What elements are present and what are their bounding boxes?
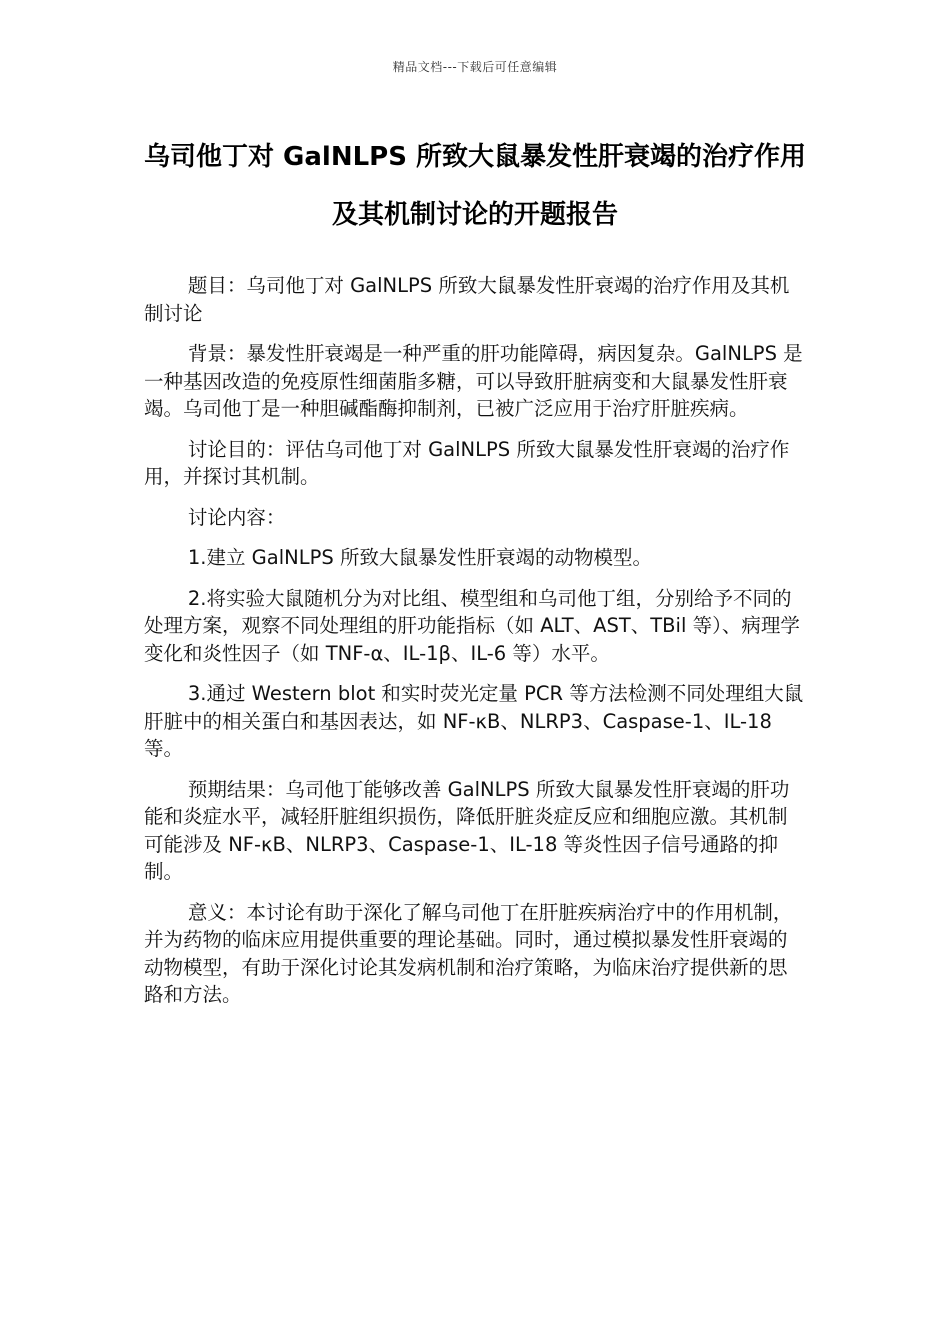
paragraph-topic: 题目：乌司他丁对 GalNLPS 所致大鼠暴发性肝衰竭的治疗作用及其机制讨论 (144, 274, 790, 325)
document-title: 乌司他丁对 GalNLPS 所致大鼠暴发性肝衰竭的治疗作用及其机制讨论的开题报告 (143, 142, 806, 230)
paragraph-content-item-1: 1.建立 GalNLPS 所致大鼠暴发性肝衰竭的动物模型。 (187, 546, 652, 569)
paragraph-expected-results: 预期结果：乌司他丁能够改善 GalNLPS 所致大鼠暴发性肝衰竭的肝功能和炎症水平，减轻肝脏组织损伤，降低肝脏炎症反应和细胞应激。其机制可能涉及 NF-κB、NLRP3、Caspase-1、IL-18 等炎性因子信号通路的抑制。 (144, 777, 790, 883)
paragraph-content-item-3: 3.通过 Western blot 和实时荧光定量 PCR 等方法检测不同处理组大鼠肝脏中的相关蛋白和基因表达，如 NF-κB、NLRP3、Caspase-1、IL-18 等。 (144, 682, 804, 760)
paragraph-significance: 意义：本讨论有助于深化了解乌司他丁在肝脏疾病治疗中的作用机制，并为药物的临床应用提供重要的理论基础。同时，通过模拟暴发性肝衰竭的动物模型，有助于深化讨论其发病机制和治疗策略，为临床治疗提供新的思路和方法。 (144, 900, 793, 1006)
page-header: 精品文档---下载后可任意编辑 (392, 60, 558, 74)
document-body (144, 272, 806, 1022)
paragraph-content-heading: 讨论内容： (187, 505, 286, 529)
paragraph-background: 背景：暴发性肝衰竭是一种严重的肝功能障碍，病因复杂。GalNLPS 是一种基因改造的免疫原性细菌脂多糖，可以导致肝脏病变和大鼠暴发性肝衰竭。乌司他丁是一种胆碱酯酶抑制剂，已被广泛应用于治疗肝脏疾病。 (144, 342, 803, 420)
paragraph-purpose: 讨论目的：评估乌司他丁对 GalNLPS 所致大鼠暴发性肝衰竭的治疗作用，并探讨其机制。 (144, 437, 790, 488)
paragraph-content-item-2: 2.将实验大鼠随机分为对比组、模型组和乌司他丁组，分别给予不同的处理方案，观察不同处理组的肝功能指标（如 ALT、AST、TBil 等）、病理学变化和炎性因子（如 TNF-α、IL-1β、IL-6 等）水平。 (144, 586, 800, 665)
